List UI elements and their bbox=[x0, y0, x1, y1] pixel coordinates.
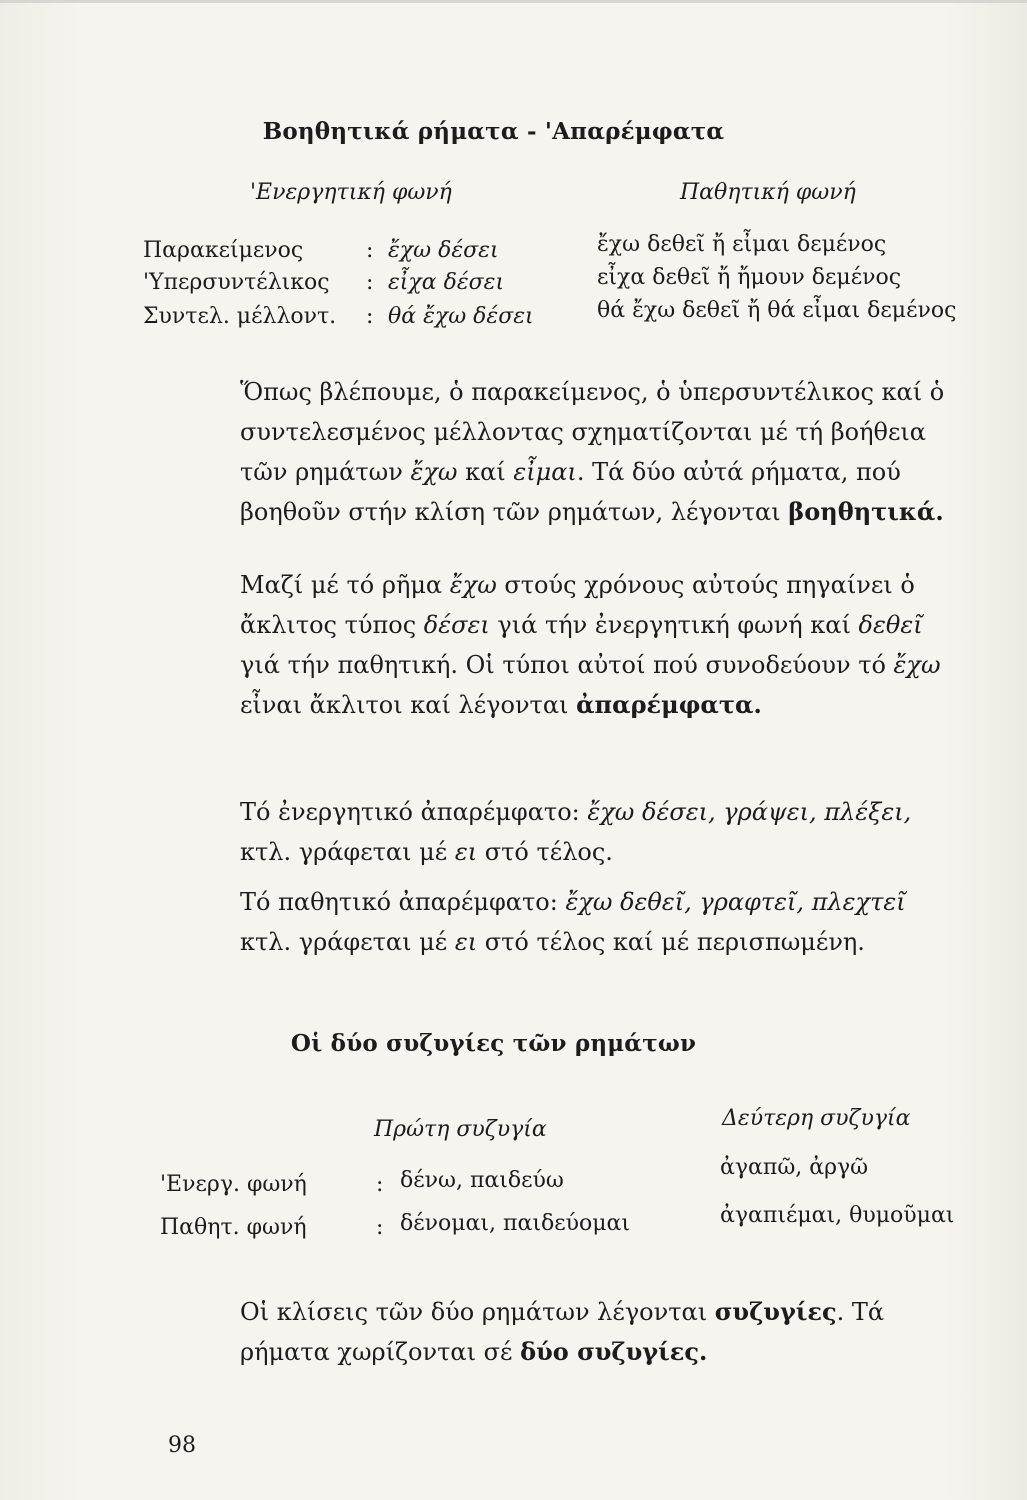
active-form: ἔχω δέσει bbox=[388, 238, 499, 263]
text: Οἱ κλίσεις τῶν δύο ρημάτων λέγονται bbox=[240, 1298, 715, 1326]
separator: : bbox=[366, 304, 374, 329]
paragraph-active-infinitive bbox=[162, 792, 962, 872]
tense-label: Συντελ. μέλλοντ. bbox=[143, 304, 337, 329]
voice-label: Παθητ. φωνή bbox=[160, 1215, 307, 1240]
text-italic: ἔχω δέσει, γράψει, πλέξει, bbox=[587, 798, 912, 826]
first-conj-form: δένομαι, παιδεύομαι bbox=[400, 1211, 631, 1236]
voice-label: 'Ενεργ. φωνή bbox=[160, 1172, 307, 1197]
header-first-conjugation: Πρώτη συζυγία bbox=[374, 1117, 547, 1142]
text-italic: ει bbox=[454, 838, 478, 866]
text: . Τά δύο αὐτά ρήματα, πού βοηθοῦν στήν κλίση τῶν ρημάτων, λέγονται bbox=[240, 458, 901, 526]
text: γιά τήν παθητική. Οἱ τύποι αὐτοί πού συνοδεύουν τό bbox=[240, 651, 894, 679]
separator: : bbox=[366, 238, 374, 263]
paragraph-infinitive-explanation bbox=[162, 565, 962, 725]
text-italic: ἔχω bbox=[893, 651, 941, 679]
passive-form: ἔχω δεθεῖ ἤ εἶμαι δεμένος bbox=[597, 232, 887, 257]
second-conj-form: ἀγαπῶ, ἀργῶ bbox=[720, 1155, 869, 1180]
first-conj-form: δένω, παιδεύω bbox=[400, 1168, 564, 1193]
text: Μαζί μέ τό ρῆμα bbox=[240, 571, 450, 599]
paragraph-conjugations-definition bbox=[162, 1292, 962, 1372]
paragraph-auxiliary-explanation bbox=[162, 372, 962, 532]
tense-label: 'Υπερσυντέλικος bbox=[143, 270, 330, 295]
tense-label: Παρακείμενος bbox=[143, 238, 304, 263]
text: κτλ. γράφεται μέ bbox=[240, 838, 455, 866]
section-title-conjugations: Οἱ δύο συζυγίες τῶν ρημάτων bbox=[290, 1030, 697, 1057]
separator: : bbox=[376, 1215, 384, 1240]
text: στό τέλος καί μέ περισπωμένη. bbox=[477, 928, 865, 956]
active-form: θά ἔχω δέσει bbox=[388, 304, 534, 329]
second-conj-form: ἀγαπιέμαι, θυμοῦμαι bbox=[720, 1203, 955, 1228]
section-title-auxiliary-verbs: Βοηθητικά ρήματα - 'Απαρέμφατα bbox=[262, 118, 725, 145]
term-bold: ἀπαρέμφατα. bbox=[576, 690, 762, 719]
text: κτλ. γράφεται μέ bbox=[240, 928, 455, 956]
term-bold: συζυγίες bbox=[714, 1297, 837, 1326]
page-top-edge bbox=[0, 0, 1027, 3]
term-bold: δύο συζυγίες. bbox=[520, 1337, 708, 1366]
header-active-voice: 'Ενεργητική φωνή bbox=[250, 180, 452, 205]
text-italic: δεθεῖ bbox=[858, 611, 923, 639]
text-italic: ἔχω bbox=[449, 571, 497, 599]
text: στούς χρόνους αὐτούς πηγαίνει ὁ ἄκλιτος τύπος bbox=[240, 571, 915, 639]
term-bold: βοηθητικά. bbox=[788, 497, 944, 526]
text: εἶναι ἄκλιτοι καί λέγονται bbox=[240, 691, 577, 719]
page-number: 98 bbox=[168, 1433, 196, 1458]
text: Ὅπως βλέπουμε, ὁ παρακείμενος, ὁ ὑπερσυντέλικος καί ὁ συντελεσμένος μέλλοντας σχηματίζονται μέ τή βοήθεια τῶν ρημάτων bbox=[240, 378, 945, 486]
text: Τό ἐνεργητικό ἀπαρέμφατο: bbox=[240, 798, 588, 826]
passive-form: θά ἔχω δεθεῖ ἤ θά εἶμαι δεμένος bbox=[597, 298, 957, 323]
passive-form: εἶχα δεθεῖ ἤ ἤμουν δεμένος bbox=[597, 265, 902, 290]
text-italic: ἔχω bbox=[410, 458, 458, 486]
header-passive-voice: Παθητική φωνή bbox=[680, 180, 856, 205]
text: στό τέλος. bbox=[477, 838, 613, 866]
header-second-conjugation: Δεύτερη συζυγία bbox=[722, 1106, 911, 1131]
text-italic: ἔχω δεθεῖ, γραφτεῖ, πλεχτεῖ bbox=[565, 888, 906, 916]
text-italic: ει bbox=[454, 928, 478, 956]
active-form: εἶχα δέσει bbox=[388, 270, 505, 295]
text: Τό παθητικό ἀπαρέμφατο: bbox=[240, 888, 566, 916]
text-italic: εἶμαι bbox=[513, 458, 577, 486]
text: . Τά ρήματα χωρίζονται σέ bbox=[240, 1298, 885, 1366]
text: καί bbox=[457, 458, 514, 486]
separator: : bbox=[366, 270, 374, 295]
text: γιά τήν ἐνεργητική φωνή καί bbox=[489, 611, 859, 639]
paragraph-passive-infinitive bbox=[162, 882, 962, 962]
text-italic: δέσει bbox=[423, 611, 490, 639]
separator: : bbox=[376, 1172, 384, 1197]
